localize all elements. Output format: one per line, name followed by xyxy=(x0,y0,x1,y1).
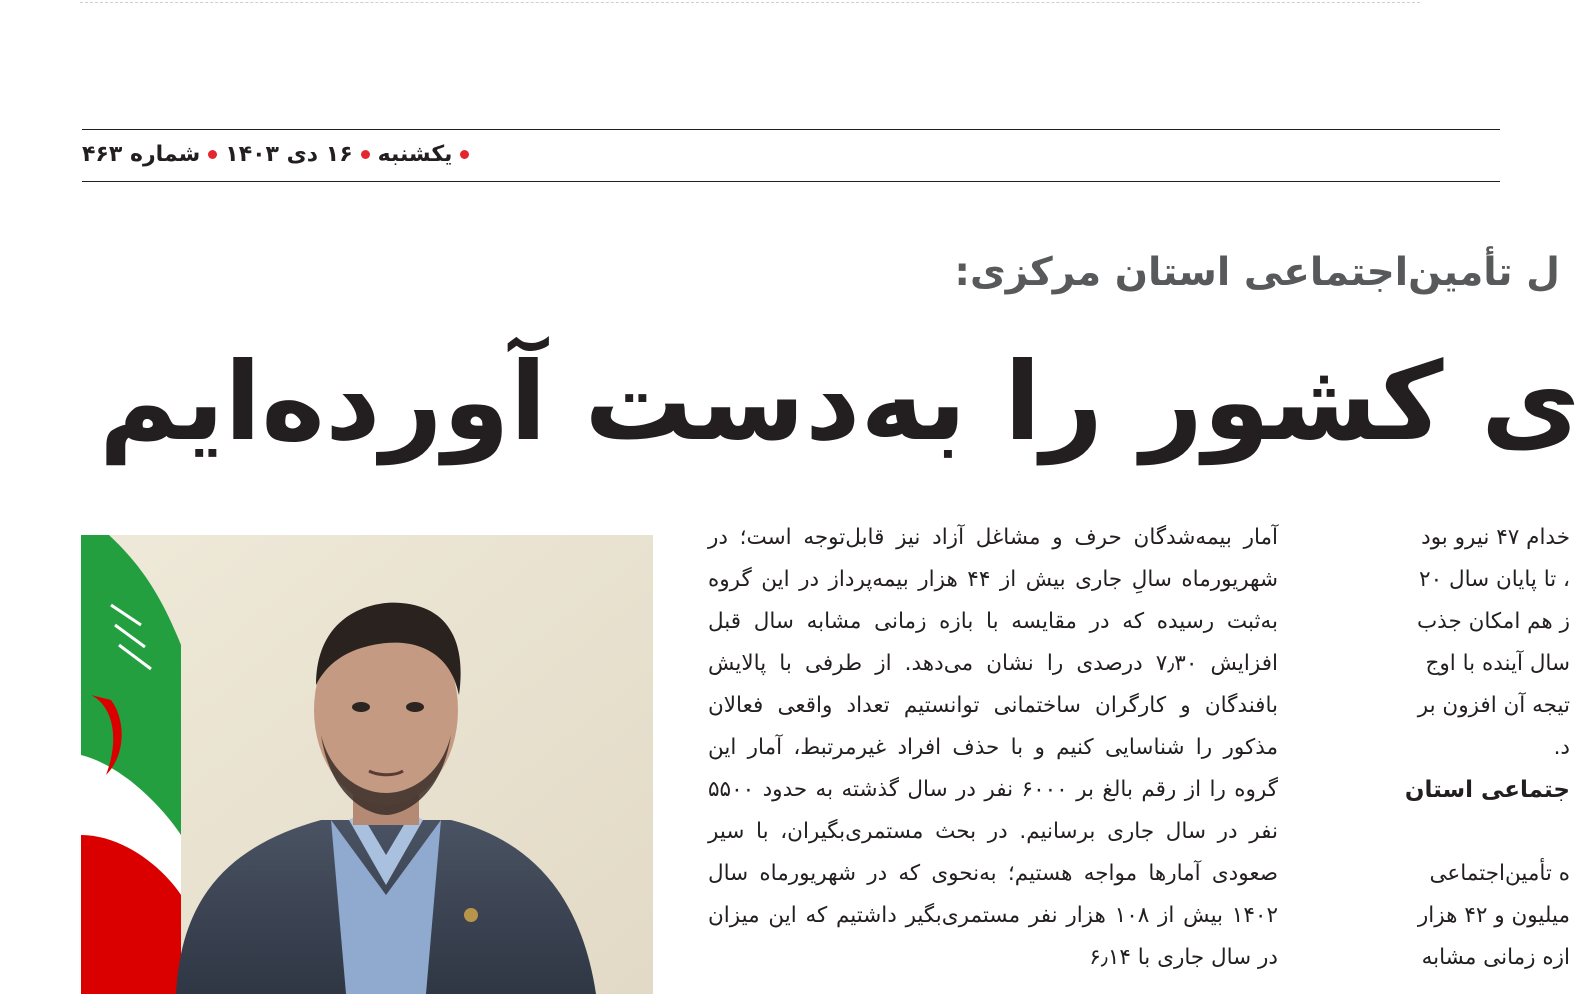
bullet-dot xyxy=(361,150,370,159)
column-subheading: جتماعی استان xyxy=(1404,777,1570,803)
header-rule-bottom xyxy=(82,181,1500,182)
column-line: سال آینده با اوج xyxy=(1425,651,1570,676)
column-line: میلیون و ۴۲ هزار xyxy=(1417,903,1570,928)
bullet-dot xyxy=(208,150,217,159)
dateline xyxy=(82,137,469,171)
article-headline: ی کشور را به‌دست آورده‌ایم xyxy=(99,340,1580,465)
dateline-date: ۱۶ دی ۱۴۰۳ xyxy=(225,141,353,167)
column-line: ز هم امکان جذب xyxy=(1416,609,1570,634)
column-line: ه تأمین‌اجتماعی xyxy=(1429,861,1570,886)
column-line: ازه زمانی مشابه xyxy=(1421,945,1570,970)
dateline-day: یکشنبه xyxy=(377,141,453,167)
dateline-issue: شماره ۴۶۳ xyxy=(82,141,201,167)
article-body-text: آمار بیمه‌شدگان حرف و مشاغل آزاد نیز قابل‌توجه است؛ در شهریورماه سالِ جاری بیش از ۴۴ هزار بیمه‌پرداز در این گروه به‌ثبت رسیده که در مقایسه با بازه زمانی مشابه سال قبل افزایش ۷٫۳۰ درصدی را نشان می‌دهد. از طرفی با پالایش بافندگان و کارگران ساختمانی توانستیم تعداد واقعی فعالان مذکور را شناسایی کنیم و با حذف افراد غیرمرتبط، آمار این گروه را از رقم بالغ بر ۶۰۰۰ نفر در سال گذشته به حدود ۵۵۰۰ نفر در سال جاری برسانیم. در بحث مستمری‌بگیران، با سیر صعودی آمارها مواجه هستیم؛ به‌نحوی که در شهریورماه سال ۱۴۰۲ بیش از ۱۰۸ هزار نفر مستمری‌بگیر داشتیم که این میزان در سال جاری با ۶٫۱۴ xyxy=(708,525,1278,970)
column-line: د. xyxy=(1553,735,1570,760)
column-line: ، تا پایان سال ۲۰ xyxy=(1419,567,1570,592)
article-body-column xyxy=(708,517,1278,979)
header-rule-top xyxy=(82,129,1500,130)
article-photo xyxy=(81,535,653,994)
article-right-column xyxy=(1330,517,1570,979)
bullet-dot xyxy=(460,150,469,159)
article-kicker: ل تأمین‌اجتماعی استان مرکزی: xyxy=(954,250,1560,295)
column-gap xyxy=(1330,811,1570,853)
column-line: خدام ۴۷ نیرو بود xyxy=(1421,525,1570,550)
top-trim-line xyxy=(80,2,1420,4)
column-line: تیجه آن افزون بر xyxy=(1417,693,1570,718)
